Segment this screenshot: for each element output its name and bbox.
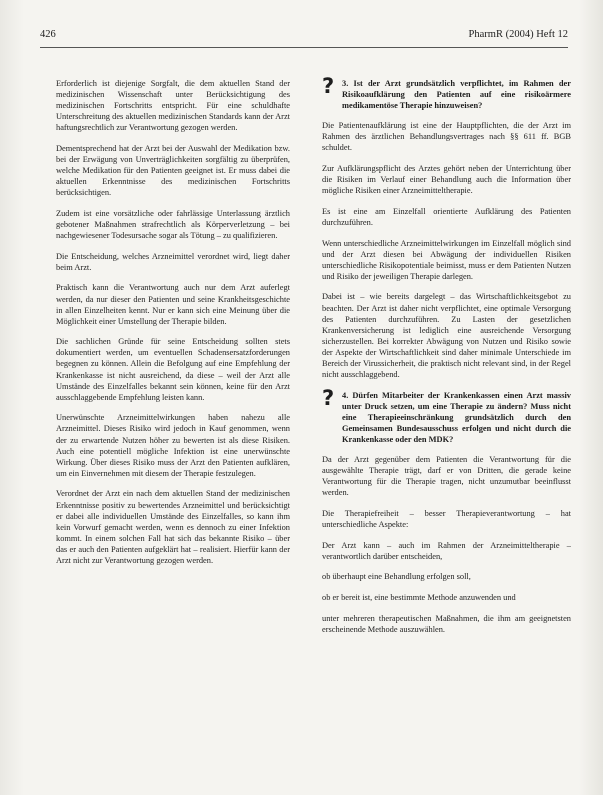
list-item: ob er bereit ist, eine bestimmte Methode anzuwenden und: [322, 592, 516, 602]
body-paragraph: Da der Arzt gegenüber dem Patienten die Verantwortung für die ausgewählte Therapie trägt, darf er von Dritten, die gerade keine Verantwortung für die Therapie tragen, nicht unzumutbar beeinflusst werden.: [322, 455, 571, 498]
body-paragraph: Die Therapiefreiheit – besser Therapieverantwortung – hat unterschiedliche Aspekte:: [322, 509, 571, 530]
body-paragraph: Zudem ist eine vorsätzliche oder fahrlässige Unterlassung ärztlich gebotener Maßnahmen strafrechtlich als Körperverletzung – bei nachgewiesener Todesursache sogar als Tötung – zu qualifizieren.: [56, 208, 290, 241]
body-paragraph: Dabei ist – wie bereits dargelegt – das Wirtschaftlichkeitsgebot zu beachten. Der Arzt ist daher nicht verpflichtet, eine optimale Versorgung des Patienten durchzuführen. Zu Lasten der gesetzlichen Krankenversicherung ist lediglich eine ausreichende Versorgung sicherzustellen. Bei korrekter Abwägung von Nutzen und Risiko sowie der Aspekte der Wirtschaftlichkeit sind daher minimale Unterschiede im Bereich der Virussicherheit, die praktisch nicht relevant sind, in der Regel nicht ausschlaggebend.: [322, 292, 571, 380]
body-paragraph: Praktisch kann die Verantwortung auch nur dem Arzt auferlegt werden, da nur dieser den Patienten und seine Krankheitsgeschichte in allen Einzelheiten kennt. Nur er kann sich eine Meinung über die Möglichkeit einer Umstellung der Therapie bilden.: [56, 283, 290, 326]
question-4-text: 4. Dürfen Mitarbeiter der Krankenkassen einen Arzt massiv unter Druck setzen, um eine Therapie zu ändern? Muss nicht eine Therapieeinschränkung grundsätzlich durch den Gemeinsamen Bundesausschuss erfolgen und nicht durch die Krankenkasse oder den MDK?: [342, 390, 571, 445]
header-rule: [40, 47, 568, 48]
body-paragraph: Der Arzt kann – auch im Rahmen der Arzneimitteltherapie – verantwortlich darüber entscheiden,: [322, 540, 571, 561]
question-3: [322, 74, 571, 111]
body-paragraph: Zur Aufklärungspflicht des Arztes gehört neben der Unterrichtung über die Risiken im Verlauf einer Behandlung auch die Information über mögliche Risiken einer Arzneimitteltherapie.: [322, 164, 571, 196]
body-paragraph: Wenn unterschiedliche Arzneimittelwirkungen im Einzelfall möglich sind und der Arzt diesen bei Abwägung der individuellen Risiken unterschiedliche Risikopotentiale beimisst, muss er dem Patienten Nutzen und Risiko der jeweiligen Therapie darlegen.: [322, 238, 571, 281]
body-paragraph: Verordnet der Arzt ein nach dem aktuellen Stand der medizinischen Erkenntnisse positiv zu bewertendes Arzneimittel und berücksichtigt er dabei alle individuellen Umstände des Einzelfalles, so kann ihm kein Vorwurf gemacht werden, wenn es dennoch zu einer Infektion kommt. In einem solchen Fall hat sich das bekannte Risiko – über das er auch den Patienten aufgeklärt hat – realisiert. Hierfür kann der Arzt nicht zur Verantwortung gezogen werden.: [56, 489, 290, 565]
page-header: [40, 29, 568, 45]
body-paragraph: Unerwünschte Arzneimittelwirkungen haben nahezu alle Arzneimittel. Dieses Risiko wird jedoch in Kauf genommen, wenn der zu erwartende Nutzen höher zu bewerten ist als diese Risiken. Auch eine potentiell mögliche Infektion ist eine unerwünschte Wirkung. Über dieses Risiko muss der Arzt den Patienten aufklären, um ein Einvernehmen mit diesem der Therapie festzulegen.: [56, 413, 290, 478]
body-paragraph: Die Patientenaufklärung ist eine der Hauptpflichten, die der Arzt im Rahmen des ärztlichen Behandlungsvertrages nach §§ 611 ff. BGB schuldet.: [322, 121, 571, 153]
question-3-text: 3. Ist der Arzt grundsätzlich verpflichtet, im Rahmen der Risikoaufklärung den Patienten auf eine risikoärmere medikamentöse Therapie hinzuweisen?: [342, 79, 571, 111]
journal-citation: PharmR (2004) Heft 12: [468, 29, 568, 40]
page-number: 426: [40, 29, 56, 40]
body-paragraph: Die sachlichen Gründe für seine Entscheidung sollten stets dokumentiert werden, um eventuellen Schadensersatzforderungen begegnen zu können. Allein die Befolgung auf eine Empfehlung der Krankenkasse ist nicht ausreichend, da diese – weil der Arzt alle Umstände des Einzelfalles bekannt sein können, keine für den Arzt ausschlaggebende Empfehlung leisten kann.: [56, 337, 290, 402]
question-mark-icon: ?: [322, 74, 335, 98]
body-paragraph: Erforderlich ist diejenige Sorgfalt, die dem aktuellen Stand der medizinischen Wissenschaft unter Berücksichtigung des medizinischen Fortschritts entspricht. Für eine schuldhafte Unterschreitung des aktuellen medizinischen Standards kann der Arzt haftungsrechtlich zur Verantwortung gezogen werden.: [56, 79, 290, 133]
left-column: [56, 78, 290, 576]
list-item: unter mehreren therapeutischen Maßnahmen, die ihm am geeignetsten erscheinende Methode auszuwählen.: [322, 613, 571, 634]
list-item: ob überhaupt eine Behandlung erfolgen soll,: [322, 572, 471, 582]
question-mark-icon: ?: [322, 385, 335, 410]
question-4: [322, 385, 571, 445]
right-column: [322, 74, 571, 644]
body-paragraph: Es ist eine am Einzelfall orientierte Aufklärung des Patienten durchzuführen.: [322, 206, 571, 227]
body-paragraph: Die Entscheidung, welches Arzneimittel verordnet wird, liegt daher beim Arzt.: [56, 251, 290, 272]
body-paragraph: Dementsprechend hat der Arzt bei der Auswahl der Medikation bzw. bei der Erwägung von Unverträglichkeiten sorgfältig zu überprüfen, welche Medikation für den Patienten geeignet ist. Er muss dabei die aktuellen Erkenntnisse des medizinischen Fortschritts berücksichtigen.: [56, 143, 290, 198]
